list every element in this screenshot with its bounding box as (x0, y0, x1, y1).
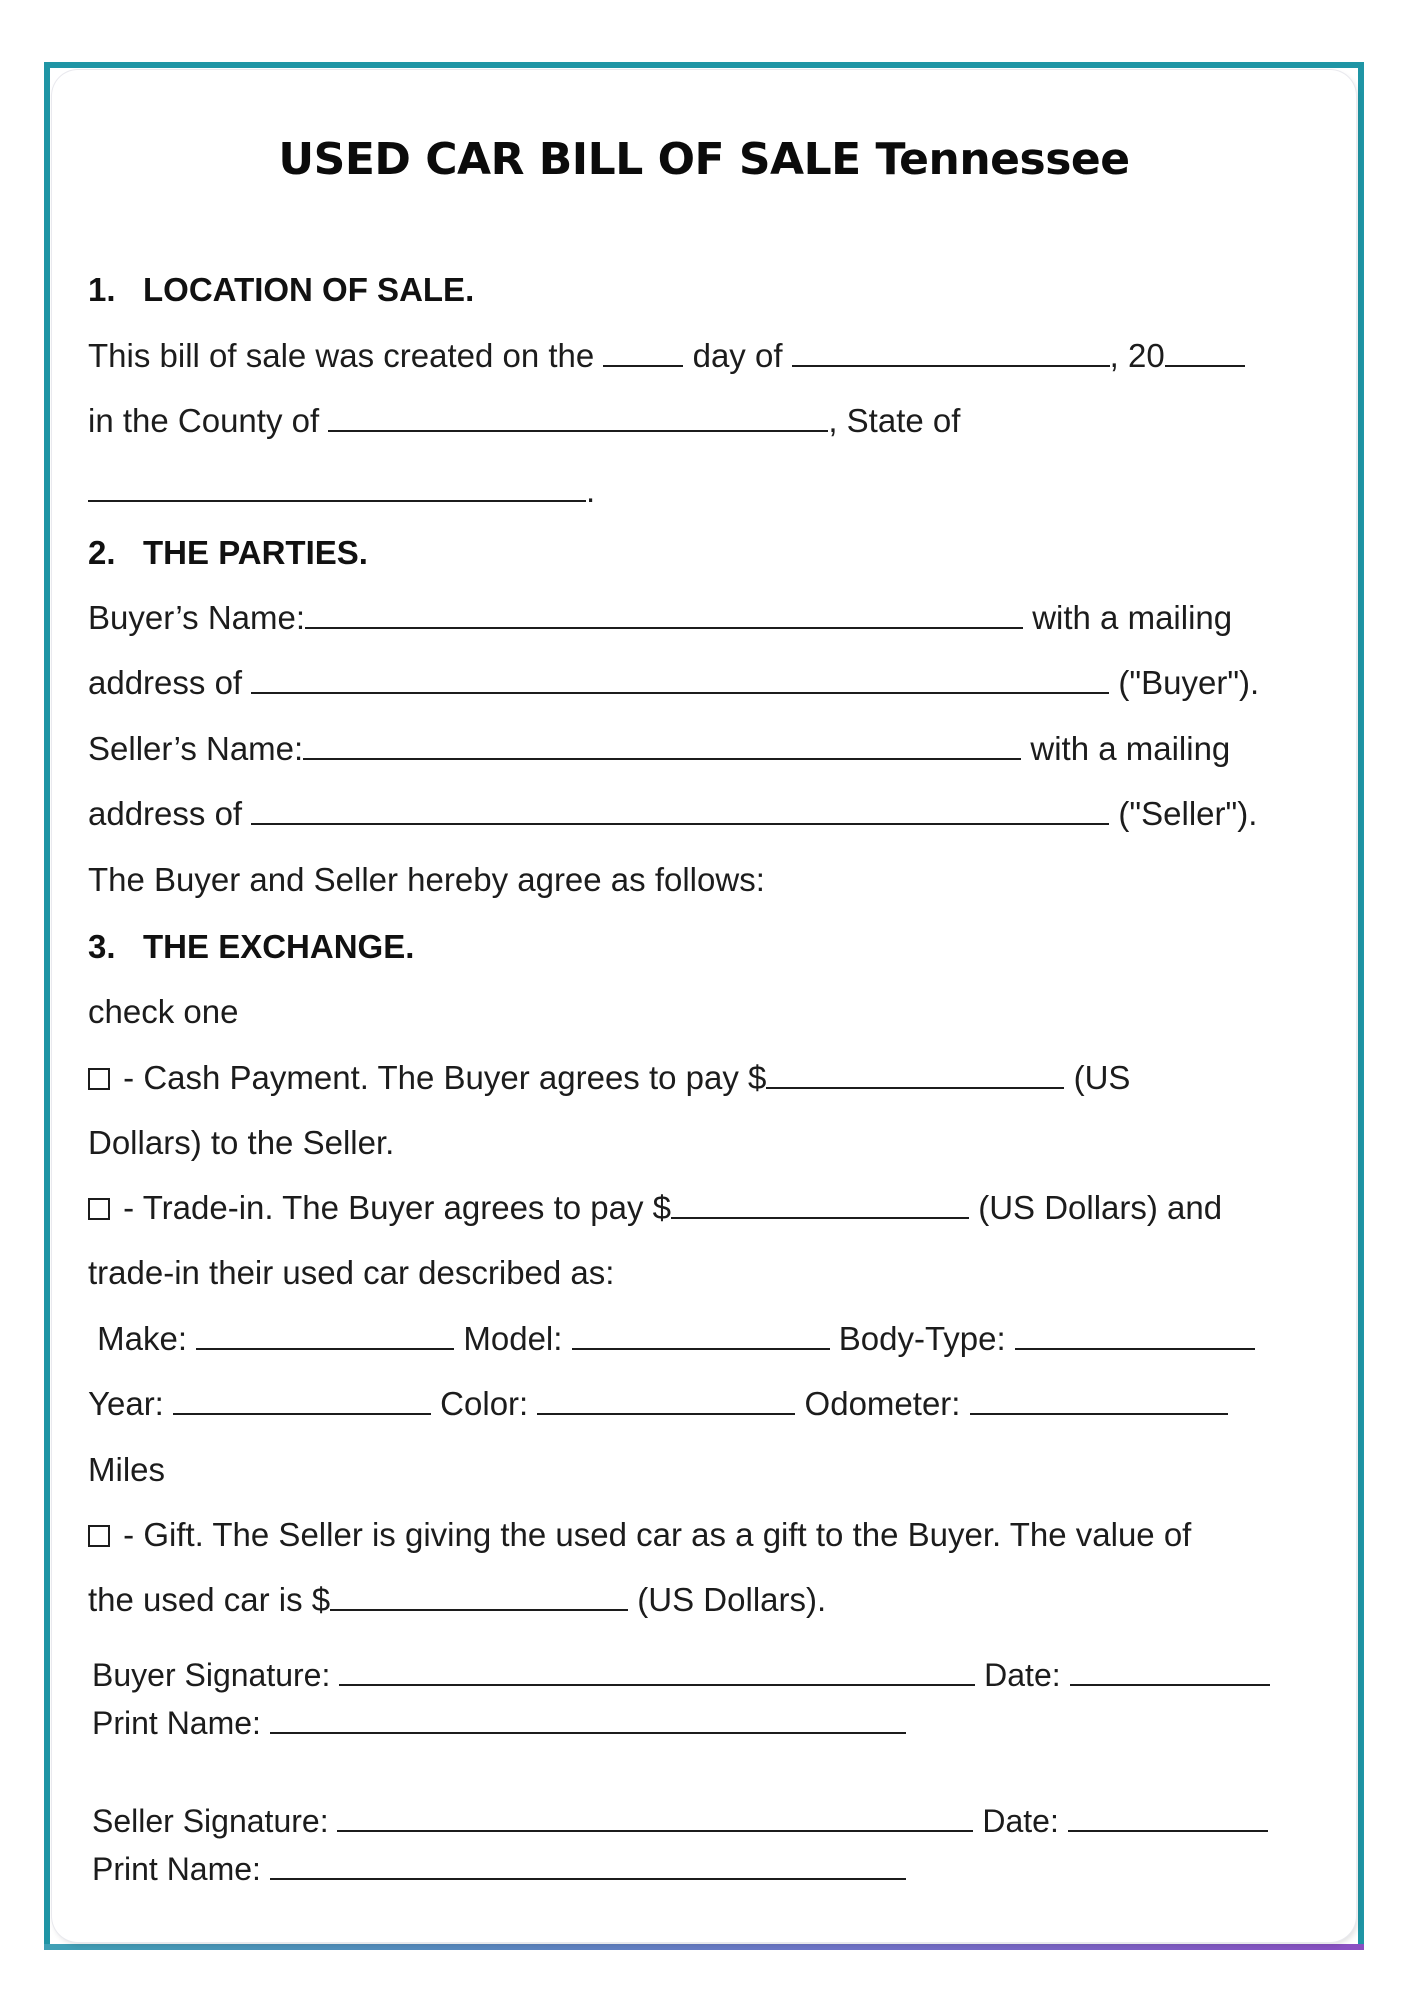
year-field[interactable] (1165, 339, 1245, 367)
seller-signature-field[interactable] (337, 1804, 973, 1832)
odometer-field[interactable] (970, 1387, 1228, 1415)
miles-text: Miles (88, 1451, 166, 1488)
buyer-mailing-text: with a mailing (1023, 599, 1233, 636)
seller-mailing-text: with a mailing (1021, 730, 1231, 767)
gift-value-line (88, 1580, 826, 1620)
seller-date-label: Date: (973, 1803, 1068, 1839)
check-one-text: check one (88, 993, 239, 1030)
county-line (88, 401, 960, 441)
buyer-address-label: address of (88, 664, 252, 701)
buyer-print-field[interactable] (270, 1706, 906, 1734)
seller-address-label: address of (88, 795, 252, 832)
year-label: Year: (88, 1385, 174, 1422)
buyer-date-field[interactable] (1070, 1658, 1270, 1686)
buyer-signature-field[interactable] (339, 1658, 975, 1686)
cash-payment-text: - Cash Payment. The Buyer agrees to pay $ (114, 1059, 767, 1096)
gift-text: - Gift. The Seller is giving the used car as a gift to the Buyer. The value of (114, 1516, 1192, 1553)
seller-print-label: Print Name: (92, 1851, 270, 1887)
seller-name-line (88, 729, 1230, 769)
trade-us-text: (US Dollars) and (969, 1189, 1223, 1226)
cash-us-text: (US (1064, 1059, 1131, 1096)
seller-print-field[interactable] (270, 1852, 906, 1880)
trade-described-text: trade-in their used car described as: (88, 1254, 615, 1291)
section-exchange-heading: 3. THE EXCHANGE. (88, 928, 415, 965)
seller-address-field[interactable] (251, 797, 1109, 825)
month-field[interactable] (792, 339, 1110, 367)
day-field[interactable] (603, 339, 683, 367)
color-label: Color: (431, 1385, 538, 1422)
seller-address-line (88, 794, 1257, 834)
model-field[interactable] (572, 1322, 830, 1350)
gift-amount-field[interactable] (330, 1583, 628, 1611)
gift-value-text: the used car is $ (88, 1581, 331, 1618)
sale-date-line (88, 336, 1245, 376)
document-title: USED CAR BILL OF SALE Tennessee (278, 134, 1130, 185)
state-end: . (586, 472, 596, 509)
county-label: in the County of (88, 402, 329, 439)
buyer-signature-line (92, 1655, 1270, 1695)
cash-dollars-text: Dollars) to the Seller. (88, 1124, 395, 1161)
seller-signature-line (92, 1801, 1268, 1841)
buyer-date-label: Date: (975, 1657, 1070, 1693)
cash-payment-line (88, 1058, 1130, 1098)
make-field[interactable] (196, 1322, 454, 1350)
color-field[interactable] (537, 1387, 795, 1415)
buyer-address-end: ("Buyer"). (1109, 664, 1260, 701)
trade-in-line (88, 1188, 1222, 1228)
trade-in-text: - Trade-in. The Buyer agrees to pay $ (114, 1189, 672, 1226)
trade-amount-field[interactable] (671, 1191, 969, 1219)
body-type-label: Body-Type: (829, 1320, 1015, 1357)
body-type-field[interactable] (1015, 1322, 1255, 1350)
state-label: , State of (828, 402, 961, 439)
sale-date-text: This bill of sale was created on the (88, 337, 604, 374)
section-location-heading: 1. LOCATION OF SALE. (88, 271, 475, 308)
cash-payment-checkbox[interactable] (88, 1068, 110, 1090)
gift-line (88, 1515, 1191, 1555)
county-field[interactable] (328, 404, 828, 432)
state-line (88, 471, 595, 511)
model-label: Model: (454, 1320, 572, 1357)
buyer-name-line (88, 598, 1232, 638)
vehicle-make-model-line (88, 1319, 1255, 1359)
seller-print-line (92, 1849, 906, 1889)
day-of-text: day of (683, 337, 792, 374)
seller-name-label: Seller’s Name: (88, 730, 304, 767)
cash-amount-field[interactable] (766, 1061, 1064, 1089)
buyer-address-field[interactable] (251, 666, 1109, 694)
buyer-signature-label: Buyer Signature: (92, 1657, 340, 1693)
buyer-address-line (88, 663, 1259, 703)
buyer-print-label: Print Name: (92, 1705, 270, 1741)
state-field[interactable] (88, 474, 586, 502)
odometer-label: Odometer: (795, 1385, 970, 1422)
section-parties-heading: 2. THE PARTIES. (88, 534, 368, 571)
seller-signature-label: Seller Signature: (92, 1803, 338, 1839)
vehicle-year-color-line (88, 1384, 1228, 1424)
buyer-name-field[interactable] (305, 601, 1023, 629)
make-label: Make: (88, 1320, 197, 1357)
gift-checkbox[interactable] (88, 1525, 110, 1547)
seller-name-field[interactable] (303, 732, 1021, 760)
gift-us-text: (US Dollars). (628, 1581, 827, 1618)
buyer-print-line (92, 1703, 906, 1743)
year-prefix-text: , 20 (1109, 337, 1165, 374)
seller-date-field[interactable] (1068, 1804, 1268, 1832)
vehicle-year-field[interactable] (173, 1387, 431, 1415)
trade-in-checkbox[interactable] (88, 1198, 110, 1220)
agreement-text: The Buyer and Seller hereby agree as follows: (88, 861, 765, 898)
seller-address-end: ("Seller"). (1109, 795, 1258, 832)
buyer-name-label: Buyer’s Name: (88, 599, 306, 636)
